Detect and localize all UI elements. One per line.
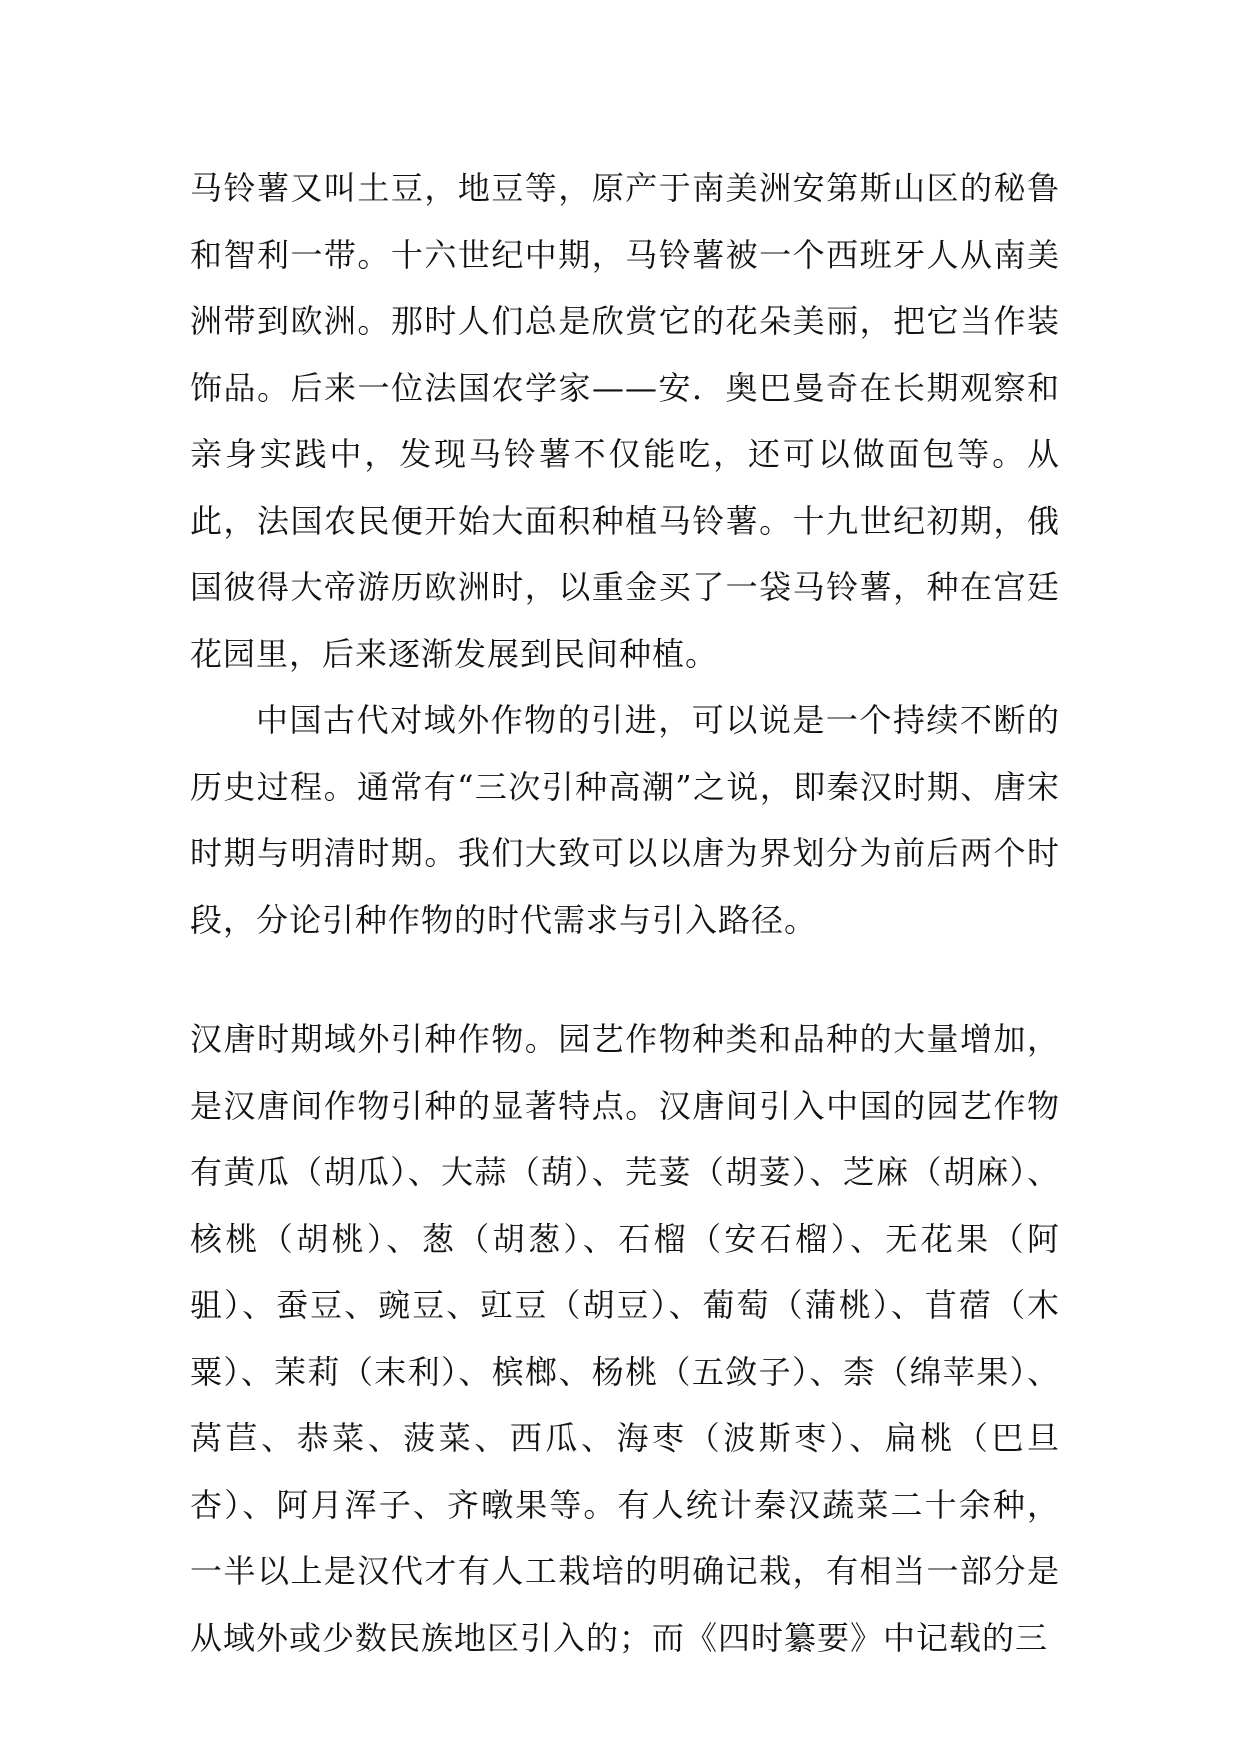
paragraph-crop-introduction: 中国古代对域外作物的引进，可以说是一个持续不断的历史过程。通常有“三次引种高潮”之说，即秦汉时期、唐宋时期与明清时期。我们大致可以以唐为界划分为前后两个时段，分论引种作物的时代需求与引入路径。	[190, 701, 1060, 939]
paragraph-potato-history: 马铃薯又叫土豆，地豆等，原产于南美洲安第斯山区的秘鲁和智利一带。十六世纪中期，马铃薯被一个西班牙人从南美洲带到欧洲。那时人们总是欣赏它的花朵美丽，把它当作装饰品。后来一位法国农学家——安．奥巴曼奇在长期观察和亲身实践中，发现马铃薯不仅能吃，还可以做面包等。从此，法国农民便开始大面积种植马铃薯。十九世纪初期，俄国彼得大帝游历欧洲时，以重金买了一袋马铃薯，种在宫廷花园里，后来逐渐发展到民间种植。	[190, 169, 1060, 673]
document-page	[190, 155, 1060, 1671]
paragraph-han-tang-crops: 汉唐时期域外引种作物。园艺作物种类和品种的大量增加，是汉唐间作物引种的显著特点。汉唐间引入中国的园艺作物有黄瓜（胡瓜）、大蒜（葫）、芫荽（胡荽）、芝麻（胡麻）、核桃（胡桃）、葱（胡葱）、石榴（安石榴）、无花果（阿驵）、蚕豆、豌豆、豇豆（胡豆）、葡萄（蒲桃）、苜蓿（木粟）、茉莉（末利）、槟榔、杨桃（五敛子）、柰（绵苹果）、莴苣、恭菜、菠菜、西瓜、海枣（波斯枣）、扁桃（巴旦杏）、阿月浑子、齐暾果等。有人统计秦汉蔬菜二十余种，一半以上是汉代才有人工栽培的明确记栽，有相当一部分是从域外或少数民族地区引入的；而《四时纂要》中记载的三	[190, 1020, 1060, 1657]
